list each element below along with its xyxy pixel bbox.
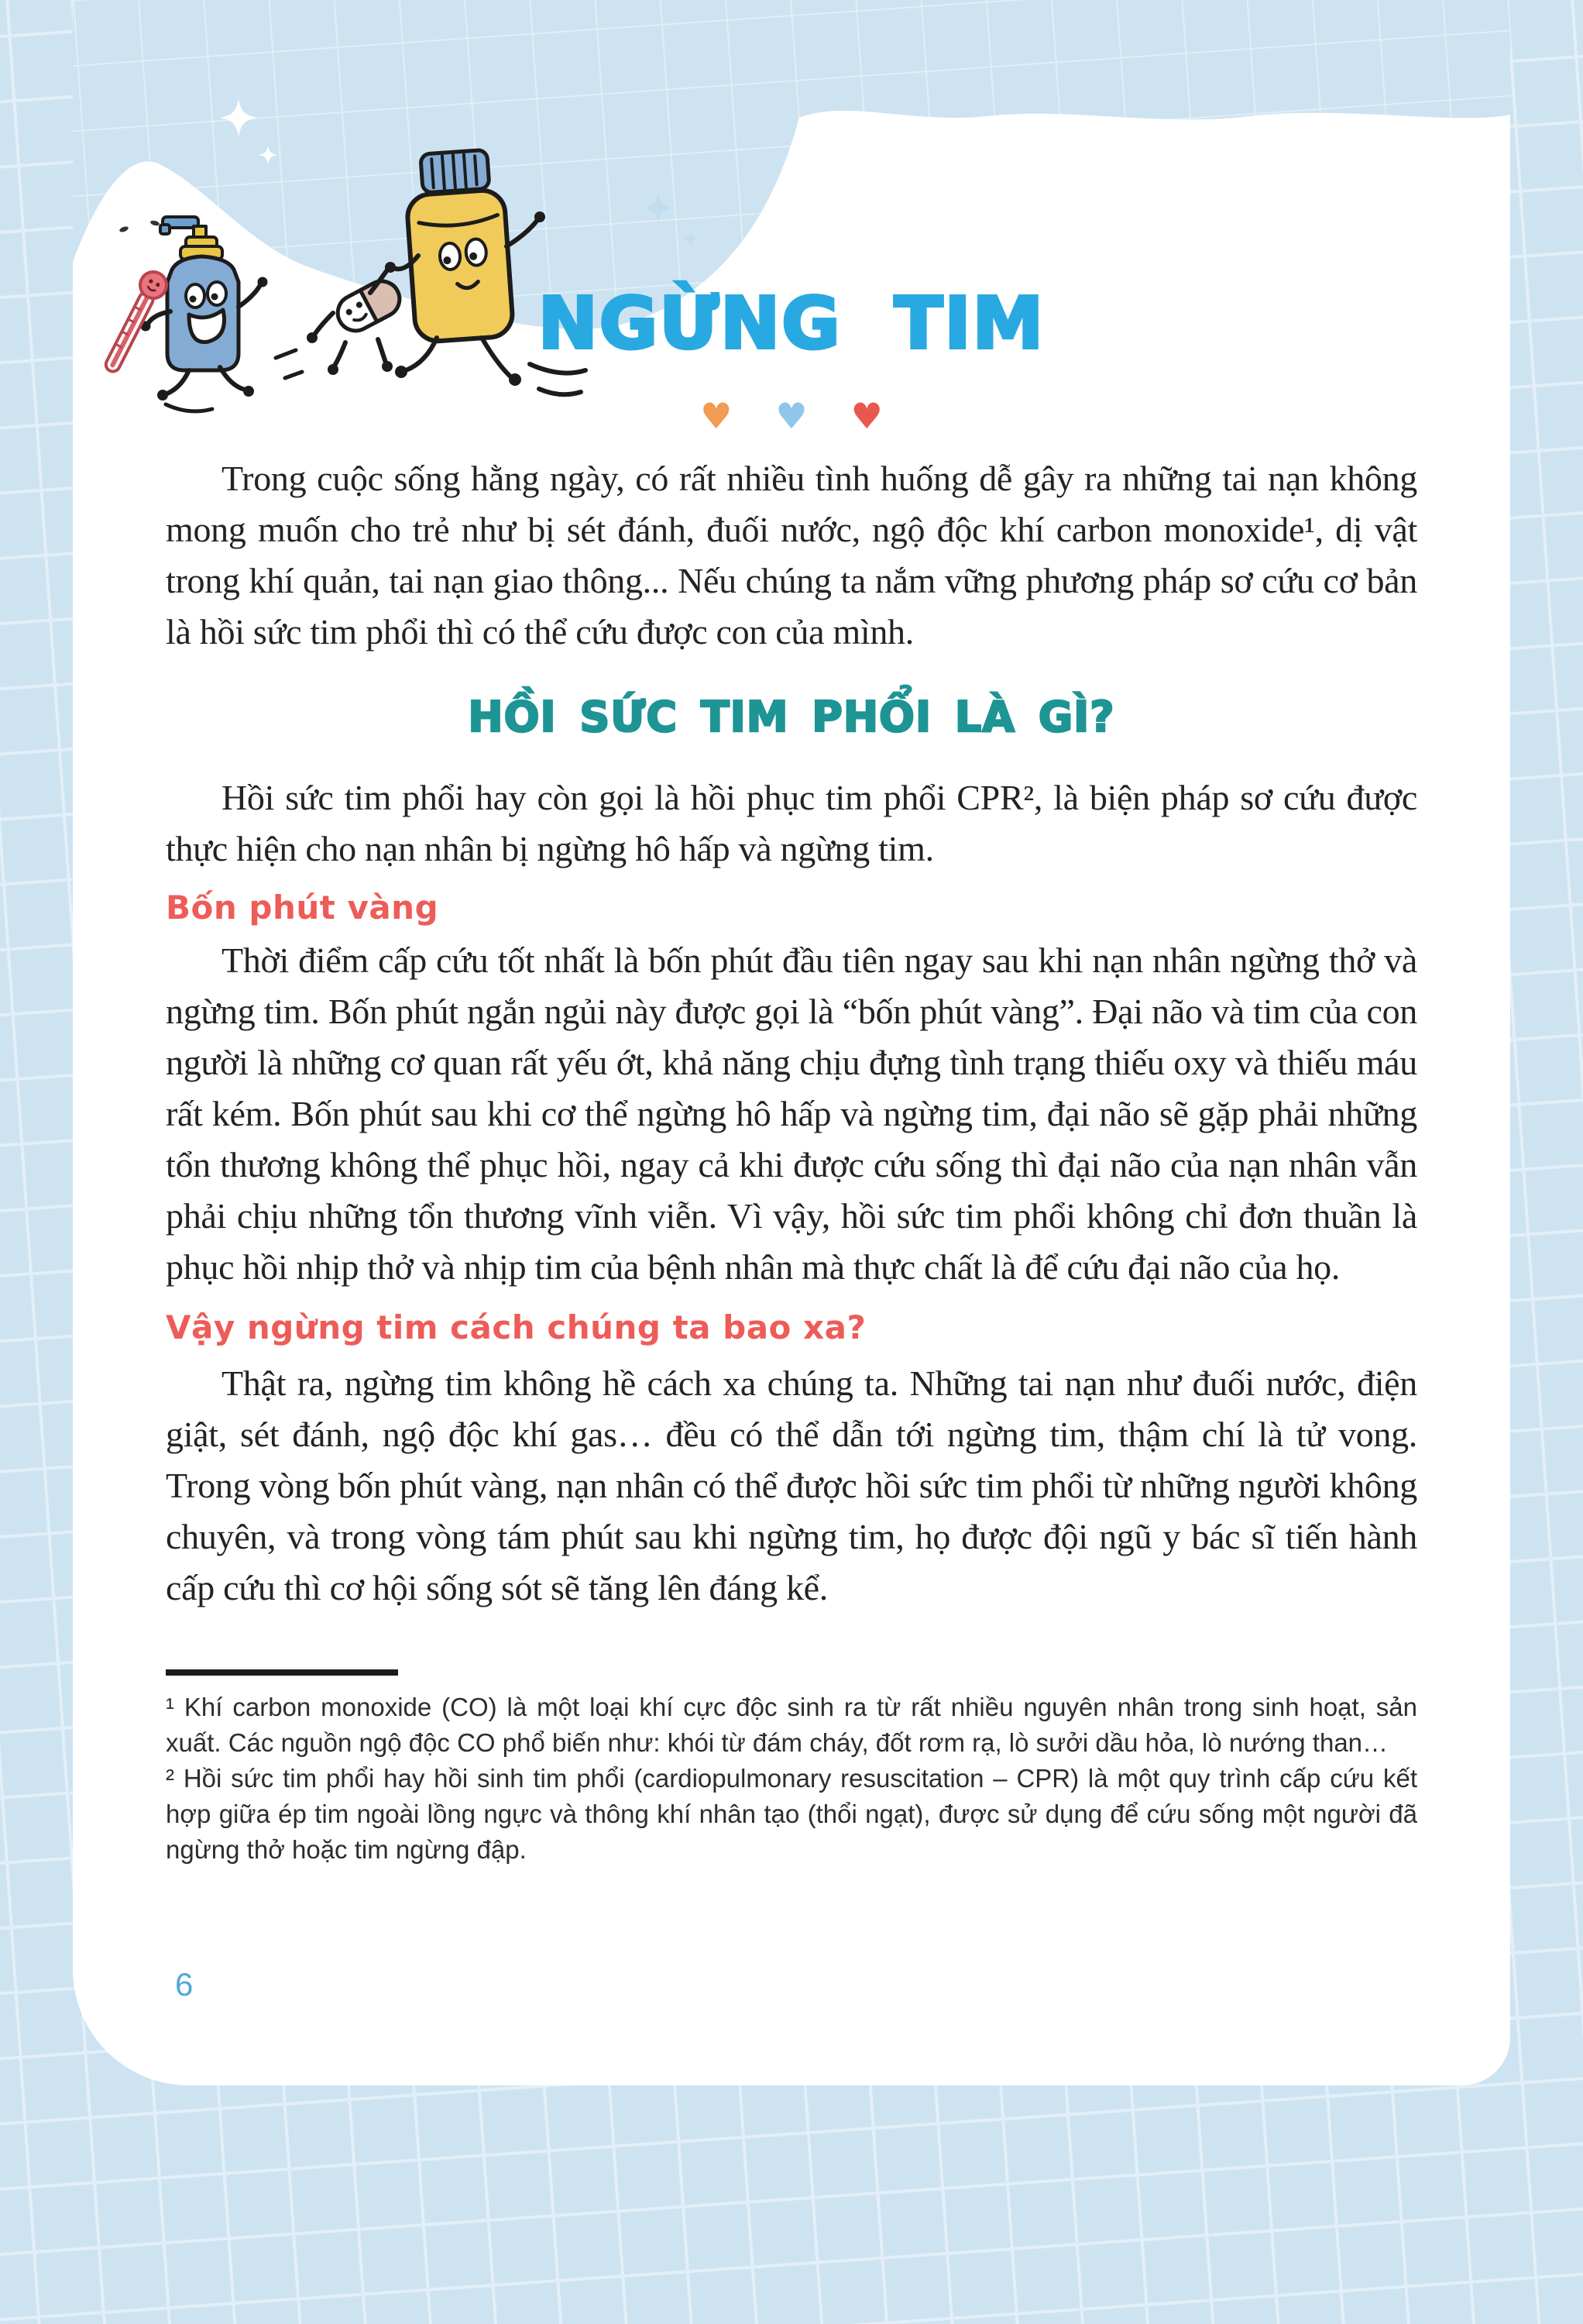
page-panel [73, 0, 1510, 2085]
heart-icon: ♥ [775, 395, 808, 437]
intro-paragraph: Trong cuộc sống hằng ngày, có rất nhiều tình huống dễ gây ra những tai nạn không mong muốn cho trẻ như bị sét đánh, đuối nước, ngộ độc khí carbon monoxide¹, dị vật trong khí quản, tai nạn giao thông... Nếu chúng ta nắm vững phương pháp sơ cứu cơ bản là hồi sức tim phổi thì có thể cứu được con của mình. [166, 459, 1417, 651]
fly-speck-icon [149, 220, 160, 227]
header-illustration [73, 0, 1510, 453]
subheading-distance: Vậy ngừng tim cách chúng ta bao xa? [166, 1308, 867, 1346]
footnote-carbon-monoxide: ¹ Khí carbon monoxide (CO) là một loại khí cực độc sinh ra từ rất nhiều nguyên nhân trong sinh hoạt, sản xuất. Các nguồn ngộ độc CO phổ biến như: khói từ đám cháy, đốt rơm rạ, lò sưởi dầu hỏa, lò nướng than… [166, 1693, 1417, 1757]
header-sky-shape [73, 0, 1510, 329]
footnote-cpr: ² Hồi sức tim phổi hay hồi sinh tim phổi (cardiopulmonary resuscitation – CPR) là một quy trình cấp cứu kết hợp giữa ép tim ngoài lồng ngực và thông khí nhân tạo (thổi ngạt), được sử dụng để cứu sống một người đã ngừng thở hoặc tim ngừng đập. [166, 1764, 1417, 1864]
chapter-header [73, 0, 1510, 453]
subheading-golden-minutes: Bốn phút vàng [166, 889, 439, 927]
heart-icon: ♥ [850, 395, 883, 437]
heart-icon: ♥ [700, 395, 733, 437]
golden-minutes-paragraph: Thời điểm cấp cứu tốt nhất là bốn phút đầu tiên ngay sau khi nạn nhân ngừng thở và ngừng tim. Bốn phút ngắn ngủi này được gọi là “bốn phút vàng”. Đại não và tim của con người là những cơ quan rất yếu ớt, khả năng chịu đựng tình trạng thiếu oxy và thiếu máu rất kém. Bốn phút sau khi cơ thể ngừng hô hấp và ngừng tim, đại não sẽ gặp phải những tổn thương không thể phục hồi, ngay cả khi được cứu sống thì đại não của nạn nhân vẫn phải chịu những tổn thương vĩnh viễn. Vì vậy, hồi sức tim phổi không chỉ đơn thuần là phục hồi nhịp thở và nhịp tim của bệnh nhân mà thực chất là để cứu đại não của họ. [166, 940, 1417, 1287]
page-title: NGỪNG TIM [537, 282, 1046, 365]
article-content [73, 453, 1510, 1868]
heart-divider [73, 395, 1510, 437]
fly-speck-icon [118, 225, 129, 233]
footnote-divider [166, 1669, 398, 1676]
distance-paragraph: Thật ra, ngừng tim không hề cách xa chúng ta. Những tai nạn như đuối nước, điện giật, sét đánh, ngộ độc khí gas… đều có thể dẫn tới ngừng tim, thậm chí là tử vong. Trong vòng bốn phút vàng, nạn nhân có thể được hồi sức tim phổi từ những người không chuyên, và trong vòng tám phút sau khi ngừng tim, họ được đội ngũ y bác sĩ tiến hành cấp cứu thì cơ hội sống sót sẽ tăng lên đáng kể. [166, 1363, 1417, 1607]
section-heading: HỒI SỨC TIM PHỔI LÀ GÌ? [468, 693, 1115, 741]
page-number: 6 [175, 1966, 194, 2003]
cpr-definition-paragraph: Hồi sức tim phổi hay còn gọi là hồi phục tim phổi CPR², là biện pháp sơ cứu được thực hiện cho nạn nhân bị ngừng hô hấp và ngừng tim. [166, 778, 1417, 868]
